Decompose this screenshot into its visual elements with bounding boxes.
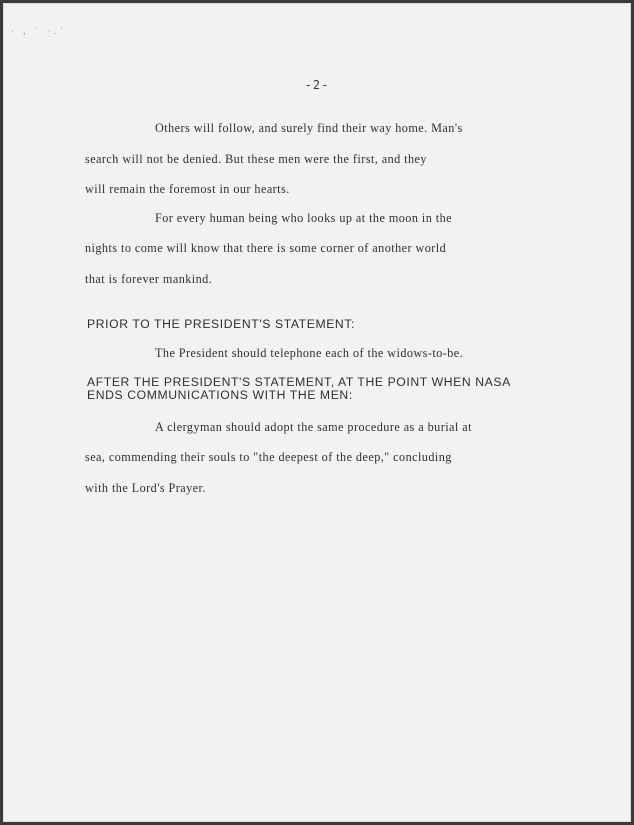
paragraph-line: nights to come will know that there is some corner of another world: [85, 241, 447, 255]
page-number: -2-: [304, 78, 330, 92]
paragraph-line: with the Lord's Prayer.: [85, 481, 206, 495]
section-heading-after: AFTER THE PRESIDENT'S STATEMENT, AT THE POINT WHEN NASA: [87, 375, 511, 389]
paragraph-line: Others will follow, and surely find their way home. Man's: [155, 121, 463, 135]
paragraph-line: The President should telephone each of the widows-to-be.: [155, 346, 464, 360]
paragraph-line: A clergyman should adopt the same procedure as a burial at: [155, 420, 472, 434]
paragraph-line: will remain the foremost in our hearts.: [85, 182, 290, 196]
paragraph-line: that is forever mankind.: [85, 272, 213, 286]
document-page: [3, 3, 631, 822]
margin-marks: · ‚ ˙ ·.˙: [11, 27, 68, 37]
section-heading-prior: PRIOR TO THE PRESIDENT'S STATEMENT:: [87, 317, 356, 331]
paragraph-line: For every human being who looks up at the moon in the: [155, 211, 453, 225]
paragraph-line: sea, commending their souls to "the deepest of the deep," concluding: [85, 450, 452, 464]
paragraph-line: search will not be denied. But these men were the first, and they: [85, 152, 427, 166]
section-heading-after: ENDS COMMUNICATIONS WITH THE MEN:: [87, 388, 353, 402]
